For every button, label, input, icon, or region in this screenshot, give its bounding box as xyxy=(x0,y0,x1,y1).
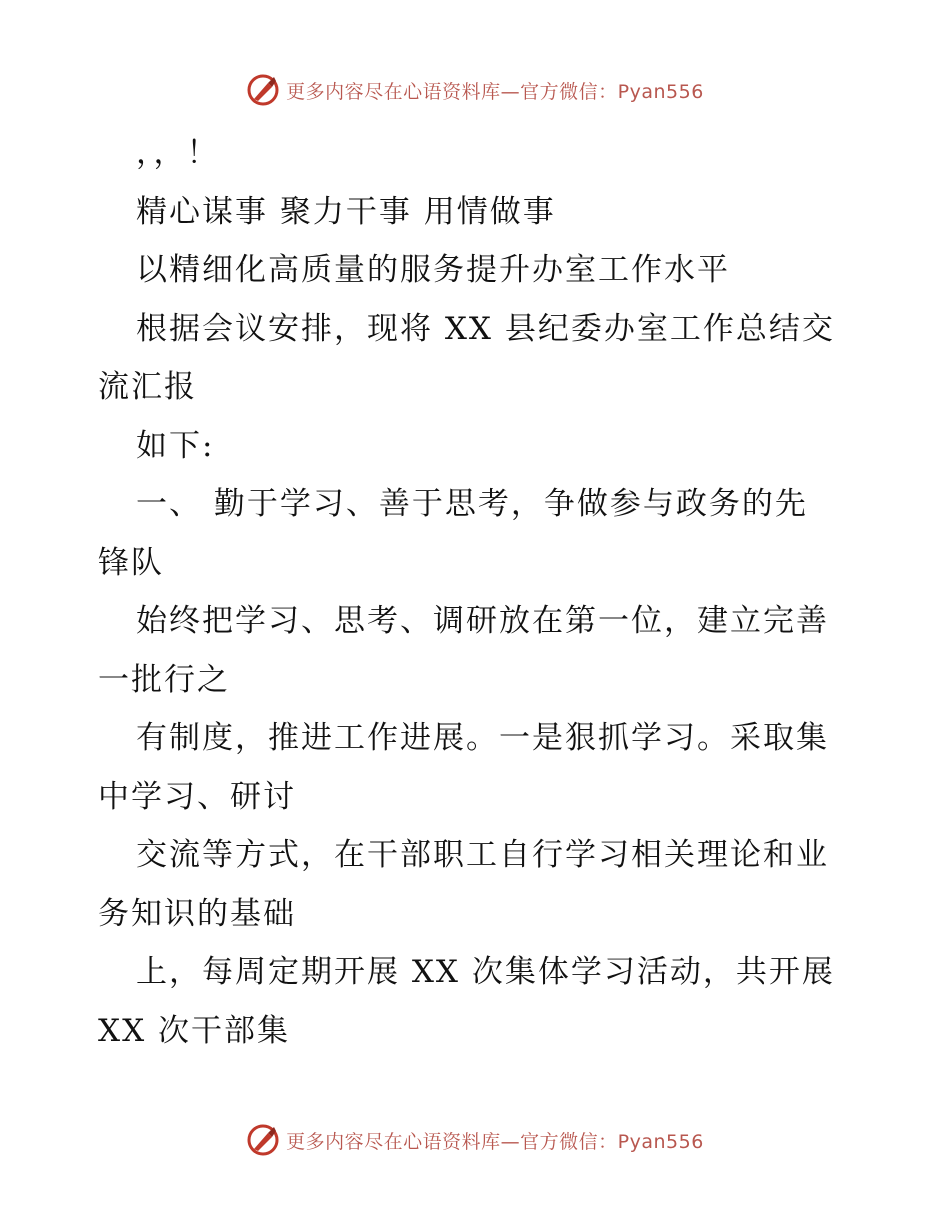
text-line: 有制度，推进工作进展。一是狠抓学习。采取集 xyxy=(136,720,829,756)
text-line: 始终把学习、思考、调研放在第一位，建立完善 xyxy=(136,603,829,639)
section-heading: 一、 勤于学习、善于思考，争做参与政务的先 xyxy=(136,486,808,522)
header-banner-text: 更多内容尽在心语资料库—官方微信：Pyan556 xyxy=(286,80,704,103)
text-line: 以精细化高质量的服务提升办室工作水平 xyxy=(136,252,730,288)
text-line: 流汇报 xyxy=(98,369,197,405)
text-line: 务知识的基础 xyxy=(98,895,296,932)
pen-nib-logo-icon xyxy=(246,73,280,107)
text-line: 一批行之 xyxy=(98,661,230,698)
text-line: XX 次干部集 xyxy=(98,1012,290,1049)
document-body xyxy=(98,124,858,1060)
text-line: 如下: xyxy=(136,427,215,464)
text-line: 交流等方式，在干部职工自行学习相关理论和业 xyxy=(136,837,829,873)
text-line: 精心谋事 聚力干事 用情做事 xyxy=(136,193,556,230)
pen-nib-logo-icon xyxy=(246,1123,280,1157)
text-line: 锋队 xyxy=(98,544,164,581)
text-line: ，，！ xyxy=(136,135,220,171)
text-line: 中学习、研讨 xyxy=(98,778,296,815)
text-line: 根据会议安排，现将 XX 县纪委办室工作总结交 xyxy=(136,310,835,347)
footer-banner xyxy=(0,1120,950,1160)
text-line: 上，每周定期开展 XX 次集体学习活动，共开展 xyxy=(136,954,835,990)
header-banner xyxy=(0,70,950,110)
footer-banner-text: 更多内容尽在心语资料库—官方微信：Pyan556 xyxy=(286,1130,704,1153)
